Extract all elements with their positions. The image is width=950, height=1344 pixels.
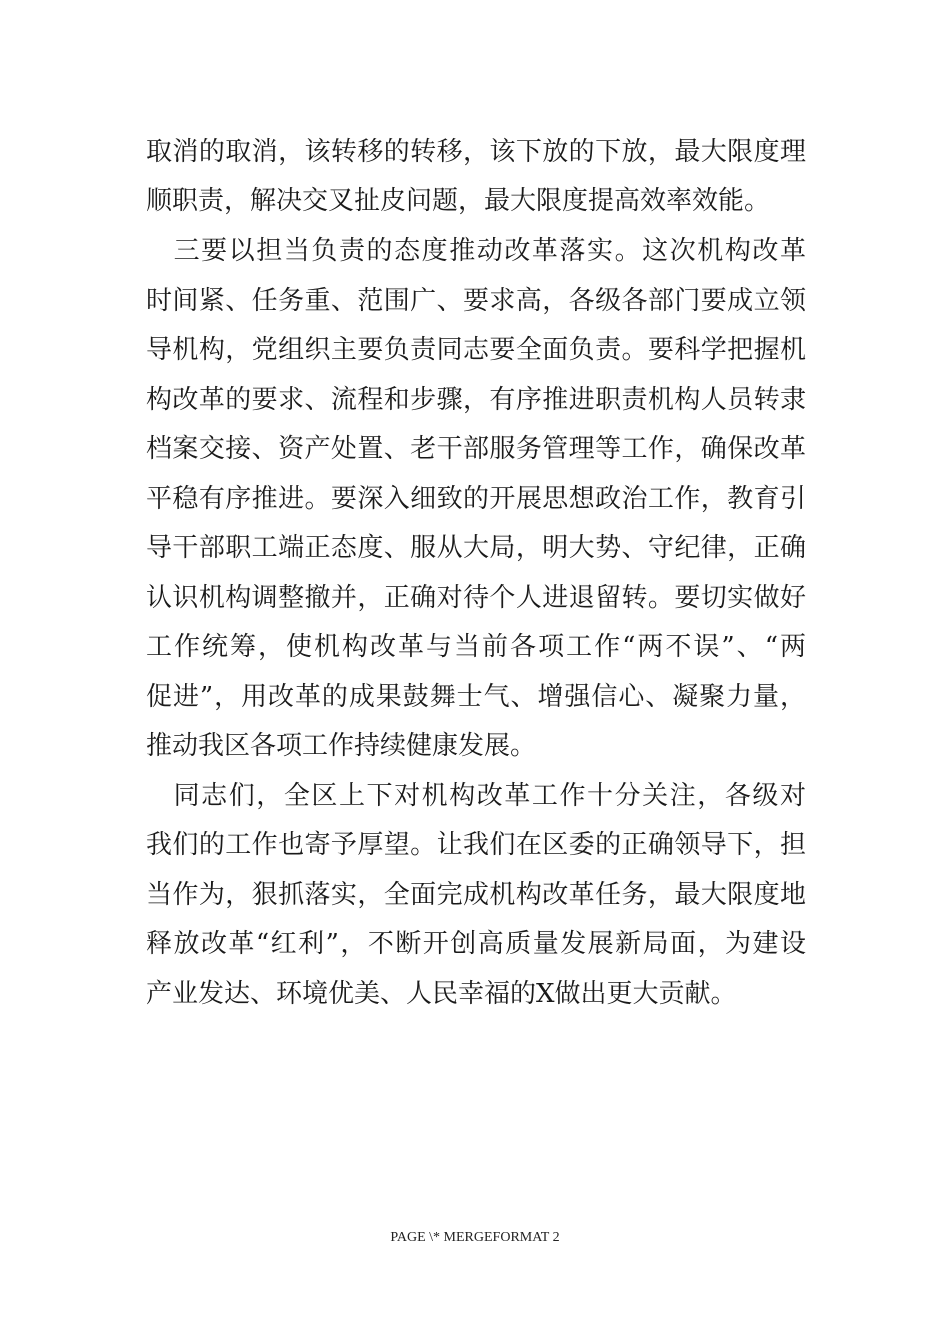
body-line-17: 释放改革“红利”，不断开创高质量发展新局面，为建设 [146, 929, 806, 959]
body-line-11: 工作统筹，使机构改革与当前各项工作“两不误”、“两 [146, 632, 806, 662]
body-line-10: 认识机构调整撤并，正确对待个人进退留转。要切实做好 [146, 583, 806, 613]
body-line-7: 档案交接、资产处置、老干部服务管理等工作，确保改革 [146, 434, 806, 464]
body-line-3: 三要以担当负责的态度推动改革落实。这次机构改革 [146, 236, 806, 266]
body-line-2: 顺职责，解决交叉扯皮问题，最大限度提高效率效能。 [146, 186, 771, 216]
page-number-footer: PAGE \* MERGEFORMAT 2 [390, 1230, 560, 1245]
body-line-5: 导机构，党组织主要负责同志要全面负责。要科学把握机 [146, 335, 806, 365]
body-line-15: 我们的工作也寄予厚望。让我们在区委的正确领导下，担 [146, 830, 806, 860]
body-line-16: 当作为，狠抓落实，全面完成机构改革任务，最大限度地 [146, 880, 806, 910]
body-line-14: 同志们，全区上下对机构改革工作十分关注，各级对 [146, 781, 806, 811]
body-line-4: 时间紧、任务重、范围广、要求高，各级各部门要成立领 [146, 286, 806, 316]
body-line-6: 构改革的要求、流程和步骤，有序推进职责机构人员转隶 [146, 385, 806, 415]
body-line-18: 产业发达、环境优美、人民幸福的X做出更大贡献。 [146, 979, 737, 1009]
body-line-8: 平稳有序推进。要深入细致的开展思想政治工作，教育引 [146, 484, 806, 514]
body-line-9: 导干部职工端正态度、服从大局，明大势、守纪律，正确 [146, 533, 806, 563]
body-line-13: 推动我区各项工作持续健康发展。 [146, 731, 537, 761]
body-line-12: 促进”，用改革的成果鼓舞士气、增强信心、凝聚力量， [146, 682, 806, 712]
body-line-1: 取消的取消，该转移的转移，该下放的下放，最大限度理 [146, 137, 806, 167]
